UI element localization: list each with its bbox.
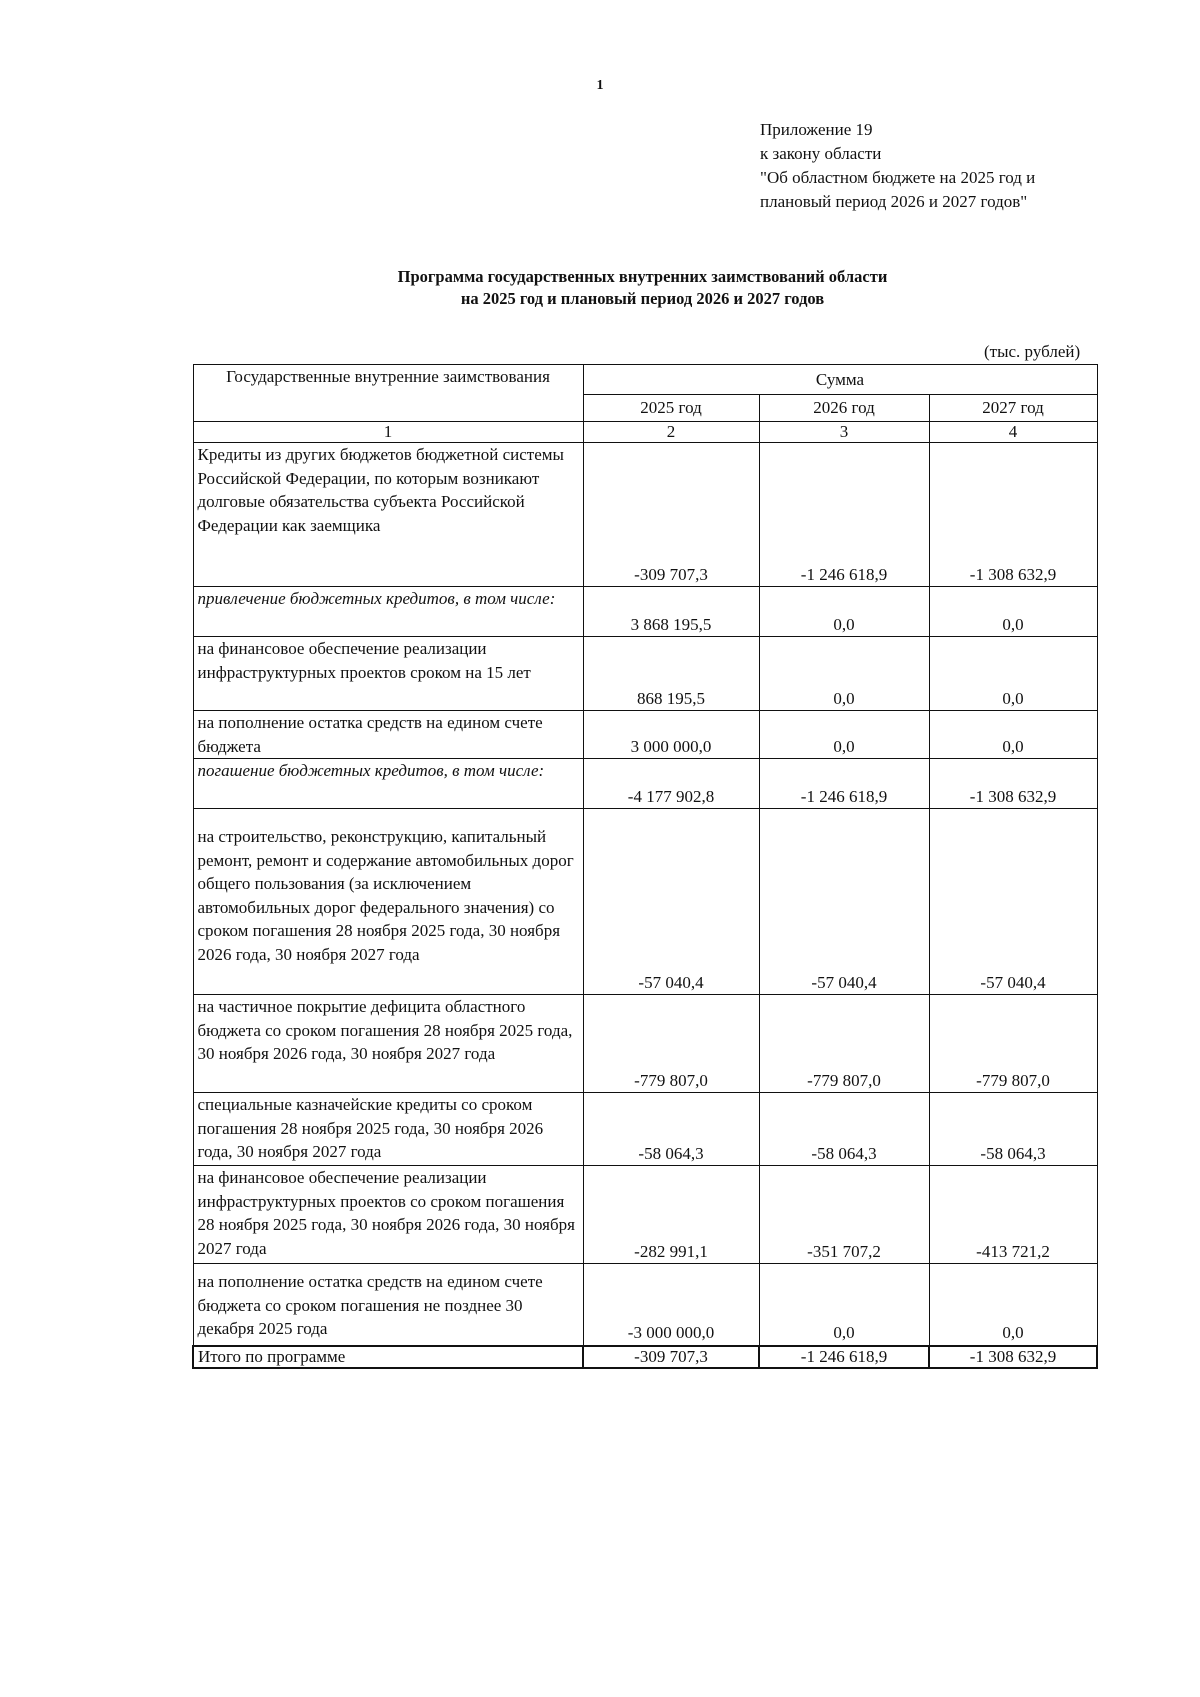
value-2025: -4 177 902,8	[583, 759, 759, 809]
value-2026: -1 246 618,9	[759, 759, 929, 809]
row-label: на строительство, реконструкцию, капитальный ремонт, ремонт и содержание автомобильных дорог общего пользования (за исключением автомобильных дорог федерального значения) со сроком погашения 28 ноября 2025 года, 30 ноября 2026 года, 30 ноября 2027 года	[193, 809, 583, 995]
table-row	[193, 759, 1097, 809]
value-2025: 868 195,5	[583, 637, 759, 711]
appendix-reference	[760, 118, 1035, 214]
table-row	[193, 711, 1097, 759]
table-row	[193, 809, 1097, 995]
column-number: 3	[759, 422, 929, 443]
value-2025: -3 000 000,0	[583, 1264, 759, 1346]
header-borrowings: Государственные внутренние заимствования	[193, 365, 583, 422]
table-row	[193, 1166, 1097, 1264]
row-label: Кредиты из других бюджетов бюджетной системы Российской Федерации, по которым возникают долговые обязательства субъекта Российской Федерации как заемщика	[193, 443, 583, 587]
value-2027: -413 721,2	[929, 1166, 1097, 1264]
value-2027: 0,0	[929, 1264, 1097, 1346]
appendix-line: Приложение 19	[760, 120, 873, 139]
value-2027: -779 807,0	[929, 995, 1097, 1093]
value-2025: -779 807,0	[583, 995, 759, 1093]
header-year-2025: 2025 год	[583, 395, 759, 422]
total-2025: -309 707,3	[583, 1346, 759, 1368]
row-label: на пополнение остатка средств на едином счете бюджета	[193, 711, 583, 759]
appendix-line: к закону области	[760, 144, 882, 163]
row-label: на финансовое обеспечение реализации инфраструктурных проектов со сроком погашения 28 ноября 2025 года, 30 ноября 2026 года, 30 ноября 2027 года	[193, 1166, 583, 1264]
table-row	[193, 637, 1097, 711]
total-2026: -1 246 618,9	[759, 1346, 929, 1368]
column-number: 1	[193, 422, 583, 443]
value-2026: -58 064,3	[759, 1093, 929, 1166]
value-2027: -1 308 632,9	[929, 759, 1097, 809]
total-2027: -1 308 632,9	[929, 1346, 1097, 1368]
title-line: на 2025 год и плановый период 2026 и 2027 годов	[460, 289, 825, 308]
document-title	[0, 266, 1200, 310]
value-2026: 0,0	[759, 1264, 929, 1346]
header-year-2027: 2027 год	[929, 395, 1097, 422]
table-row	[193, 443, 1097, 587]
row-label: на частичное покрытие дефицита областного бюджета со сроком погашения 28 ноября 2025 года, 30 ноября 2026 года, 30 ноября 2027 года	[193, 995, 583, 1093]
appendix-line: плановый период 2026 и 2027 годов"	[760, 192, 1028, 211]
value-2025: -57 040,4	[583, 809, 759, 995]
units-note: (тыс. рублей)	[984, 342, 1081, 361]
row-label: специальные казначейские кредиты со сроком погашения 28 ноября 2025 года, 30 ноября 2026 года, 30 ноября 2027 года	[193, 1093, 583, 1166]
value-2027: -1 308 632,9	[929, 443, 1097, 587]
value-2025: -282 991,1	[583, 1166, 759, 1264]
appendix-line: "Об областном бюджете на 2025 год и	[760, 168, 1036, 187]
value-2025: -309 707,3	[583, 443, 759, 587]
borrowings-table	[192, 364, 1098, 1369]
value-2026: 0,0	[759, 711, 929, 759]
value-2026: -57 040,4	[759, 809, 929, 995]
page-number: 1	[596, 78, 604, 93]
table-row	[193, 1264, 1097, 1346]
table-row	[193, 1093, 1097, 1166]
title-line: Программа государственных внутренних заимствований области	[397, 267, 888, 286]
header-row	[193, 365, 1097, 395]
row-label: на пополнение остатка средств на едином счете бюджета со сроком погашения не позднее 30 декабря 2025 года	[193, 1264, 583, 1346]
row-label: погашение бюджетных кредитов, в том числе:	[193, 759, 583, 809]
value-2027: -58 064,3	[929, 1093, 1097, 1166]
value-2027: 0,0	[929, 637, 1097, 711]
value-2027: 0,0	[929, 587, 1097, 637]
total-label: Итого по программе	[193, 1346, 583, 1368]
row-label: на финансовое обеспечение реализации инфраструктурных проектов сроком на 15 лет	[193, 637, 583, 711]
value-2025: 3 000 000,0	[583, 711, 759, 759]
value-2027: 0,0	[929, 711, 1097, 759]
value-2026: 0,0	[759, 587, 929, 637]
value-2026: 0,0	[759, 637, 929, 711]
value-2027: -57 040,4	[929, 809, 1097, 995]
value-2025: -58 064,3	[583, 1093, 759, 1166]
total-row	[193, 1346, 1097, 1368]
value-2026: -1 246 618,9	[759, 443, 929, 587]
column-number: 2	[583, 422, 759, 443]
table-row	[193, 995, 1097, 1093]
value-2025: 3 868 195,5	[583, 587, 759, 637]
row-label: привлечение бюджетных кредитов, в том числе:	[193, 587, 583, 637]
column-number: 4	[929, 422, 1097, 443]
value-2026: -351 707,2	[759, 1166, 929, 1264]
column-numbers-row	[193, 422, 1097, 443]
header-sum: Сумма	[583, 365, 1097, 395]
header-year-2026: 2026 год	[759, 395, 929, 422]
value-2026: -779 807,0	[759, 995, 929, 1093]
table-row	[193, 587, 1097, 637]
